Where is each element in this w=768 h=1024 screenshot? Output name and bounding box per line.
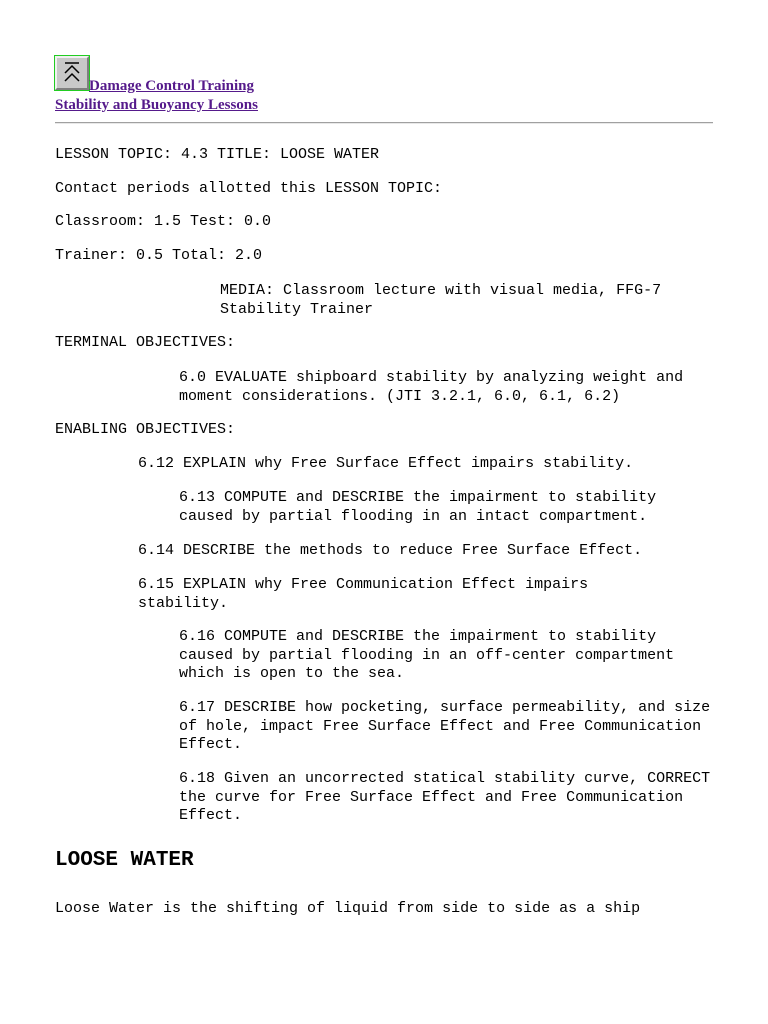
section-heading: LOOSE WATER — [55, 849, 194, 872]
lesson-topic-line: LESSON TOPIC: 4.3 TITLE: LOOSE WATER — [55, 146, 380, 163]
trainer-total-line: Trainer: 0.5 Total: 2.0 — [55, 247, 263, 264]
terminal-objectives-heading: TERMINAL OBJECTIVES: — [55, 334, 236, 351]
contact-periods-line: Contact periods allotted this LESSON TOPIC: — [55, 180, 443, 197]
classroom-test-line: Classroom: 1.5 Test: 0.0 — [55, 213, 272, 230]
objective-6-14: 6.14 DESCRIBE the methods to reduce Free Surface Effect. — [138, 542, 643, 559]
objective-6-16: 6.16 COMPUTE and DESCRIBE the impairment to stability caused by partial flooding in an off-center compartment which is open to the sea. — [179, 628, 675, 682]
section-intro: Loose Water is the shifting of liquid from side to side as a ship — [55, 900, 641, 917]
objective-6-15: 6.15 EXPLAIN why Free Communication Effect impairs stability. — [138, 576, 589, 612]
stability-buoyancy-lessons-link[interactable]: Stability and Buoyancy Lessons — [55, 97, 258, 113]
objective-6-17: 6.17 DESCRIBE how pocketing, surface permeability, and size of hole, impact Free Surface Effect and Free Communication Effect. — [179, 699, 711, 753]
damage-control-training-link[interactable]: Damage Control Training — [89, 78, 255, 94]
objective-6-13: 6.13 COMPUTE and DESCRIBE the impairment to stability caused by partial flooding in an intact compartment. — [179, 489, 657, 525]
enabling-objectives-heading: ENABLING OBJECTIVES: — [55, 421, 236, 438]
nav-header — [55, 56, 713, 123]
objective-6-12: 6.12 EXPLAIN why Free Surface Effect impairs stability. — [138, 455, 634, 472]
objective-6-18: 6.18 Given an uncorrected statical stability curve, CORRECT the curve for Free Surface Effect and Free Communication Effect. — [179, 770, 711, 824]
up-arrows-icon[interactable] — [55, 56, 89, 90]
divider — [55, 122, 713, 124]
media-line: MEDIA: Classroom lecture with visual media, FFG-7 Stability Trainer — [220, 282, 662, 318]
objective-6-0: 6.0 EVALUATE shipboard stability by analyzing weight and moment considerations. (JTI 3.2.1, 6.0, 6.1, 6.2) — [179, 369, 684, 405]
lesson-page — [55, 56, 713, 917]
